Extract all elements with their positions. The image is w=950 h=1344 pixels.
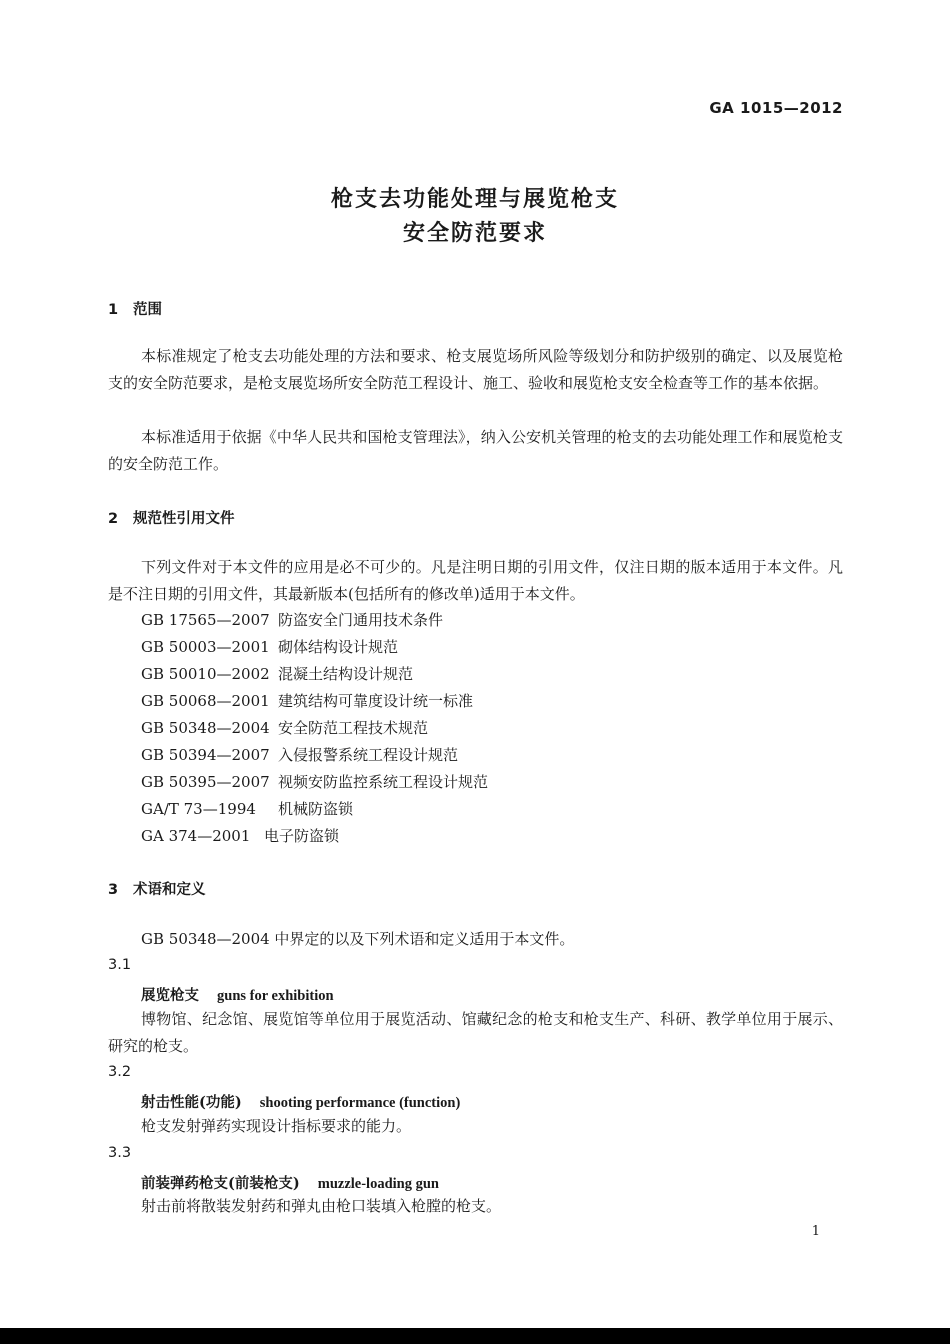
- term-english: guns for exhibition: [217, 988, 334, 1004]
- reference-title: 视频安防监控系统工程设计规范: [278, 773, 489, 791]
- reference-title: 入侵报警系统工程设计规范: [278, 746, 459, 764]
- scope-paragraph-2: 本标准适用于依据《中华人民共和国枪支管理法》，纳入公安机关管理的枪支的去功能处理工作和展览枪支的安全防范工作。: [108, 428, 843, 473]
- reference-item: [141, 634, 398, 661]
- reference-code: GB 50348—2004: [141, 719, 270, 737]
- term-number: 3.3: [108, 1145, 132, 1161]
- section-number: 2: [108, 511, 119, 527]
- page-number: 1: [811, 1224, 820, 1239]
- reference-code: GB 50394—2007: [141, 746, 270, 764]
- bottom-edge-bar: [0, 1328, 950, 1344]
- reference-title: 机械防盗锁: [278, 800, 354, 818]
- term-number: 3.2: [108, 1064, 132, 1080]
- reference-item: [141, 769, 488, 796]
- reference-title: 砌体结构设计规范: [278, 638, 399, 656]
- reference-code: GB 50395—2007: [141, 773, 270, 791]
- term-definition: 博物馆、纪念馆、展览馆等单位用于展览活动、馆藏纪念的枪支和枪支生产、科研、教学单位用于展示、研究的枪支。: [108, 1010, 843, 1055]
- reference-item: [141, 796, 353, 823]
- document-title-line1: 枪支去功能处理与展览枪支: [330, 187, 619, 212]
- term-english: shooting performance (function): [259, 1095, 461, 1111]
- normative-intro: 下列文件对于本文件的应用是必不可少的。凡是注明日期的引用文件，仅注日期的版本适用于本文件。凡是不注日期的引用文件，其最新版本(包括所有的修改单)适用于本文件。: [108, 558, 843, 603]
- section-heading-terms: [108, 878, 206, 899]
- term-english: muzzle-loading gun: [317, 1176, 439, 1192]
- reference-item: [141, 742, 458, 769]
- term-chinese: 前装弹药枪支(前装枪支): [141, 1175, 300, 1192]
- term-heading: [141, 984, 334, 1005]
- term-chinese: 展览枪支: [141, 987, 199, 1004]
- reference-code: GA/T 73—1994: [141, 800, 256, 818]
- reference-title: 混凝土结构设计规范: [278, 665, 414, 683]
- section-heading-scope: [108, 298, 162, 319]
- term-heading: [141, 1172, 439, 1193]
- reference-title: 安全防范工程技术规范: [278, 719, 429, 737]
- reference-item: [141, 823, 339, 850]
- reference-item: [141, 715, 428, 742]
- reference-code: GB 50010—2002: [141, 665, 270, 683]
- reference-code: GB 50068—2001: [141, 692, 270, 710]
- section-number: 3: [108, 882, 119, 898]
- reference-item: [141, 688, 473, 715]
- reference-title: 建筑结构可靠度设计统一标准: [278, 692, 474, 710]
- scope-paragraph-1: 本标准规定了枪支去功能处理的方法和要求、枪支展览场所风险等级划分和防护级别的确定、以及展览枪支的安全防范要求，是枪支展览场所安全防范工程设计、施工、验收和展览枪支安全检查等工作的基本依据。: [108, 347, 843, 392]
- reference-code: GB 17565—2007: [141, 611, 270, 629]
- term-number: 3.1: [108, 957, 132, 973]
- section-number: 1: [108, 302, 119, 318]
- term-definition: 枪支发射弹药实现设计指标要求的能力。: [141, 1117, 412, 1135]
- section-title: 范围: [133, 302, 162, 318]
- reference-title: 电子防盗锁: [264, 827, 340, 845]
- section-title: 术语和定义: [133, 882, 206, 898]
- reference-code: GB 50003—2001: [141, 638, 270, 656]
- standard-code: GA 1015—2012: [709, 99, 843, 117]
- reference-title: 防盗安全门通用技术条件: [278, 611, 444, 629]
- section-title: 规范性引用文件: [133, 511, 235, 527]
- reference-code: GA 374—2001: [141, 827, 251, 845]
- document-title-line2: 安全防范要求: [402, 221, 547, 246]
- term-chinese: 射击性能(功能): [141, 1094, 242, 1111]
- reference-item: [141, 661, 413, 688]
- terms-intro: GB 50348—2004 中界定的以及下列术语和定义适用于本文件。: [141, 930, 575, 948]
- term-definition: 射击前将散装发射药和弹丸由枪口装填入枪膛的枪支。: [141, 1197, 502, 1215]
- term-heading: [141, 1091, 460, 1112]
- reference-item: [141, 607, 443, 634]
- section-heading-normative-references: [108, 507, 235, 528]
